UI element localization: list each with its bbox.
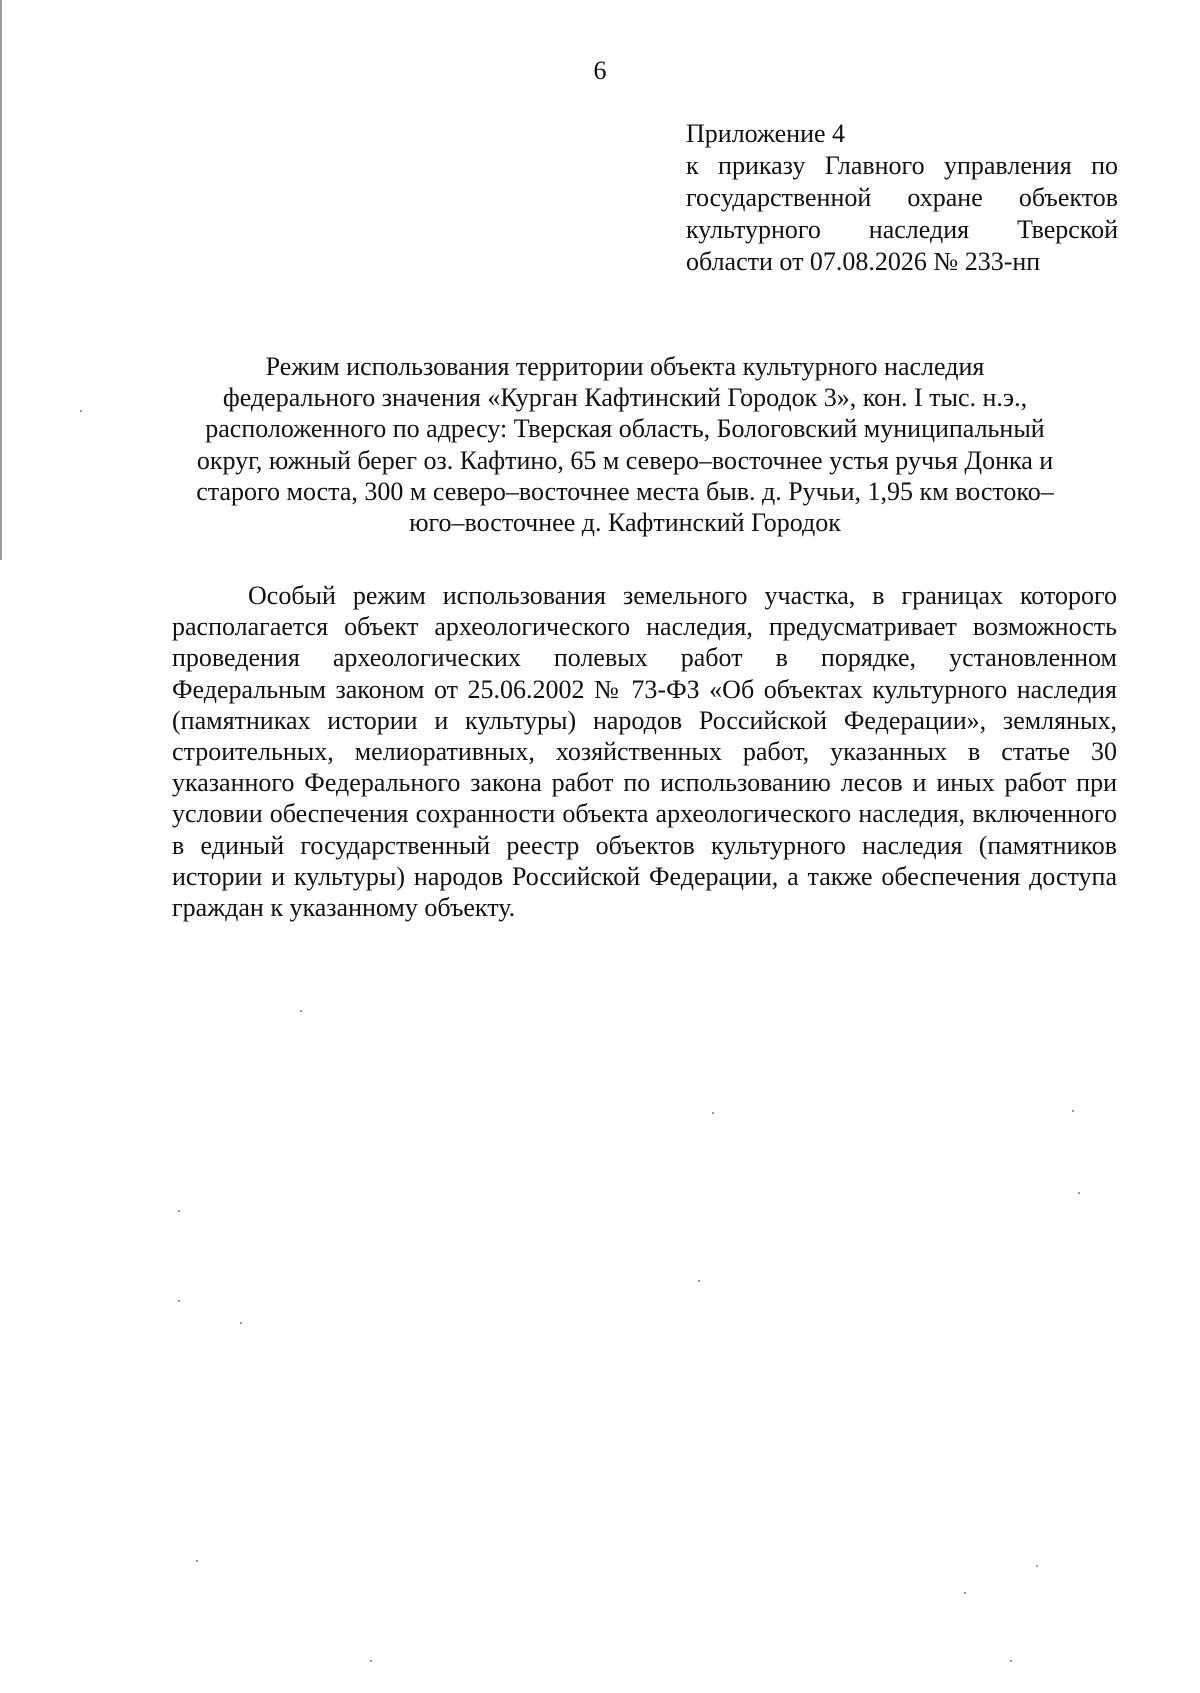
scan-speck	[1010, 1660, 1012, 1662]
document-title-line: юго–восточнее д. Кафтинский Городок	[409, 508, 841, 538]
document-title-line: Режим использования территории объекта культурного наследия	[265, 352, 985, 381]
document-title-line: федерального значения «Курган Кафтинский Городок 3», кон. I тыс. н.э.,	[222, 383, 1028, 413]
appendix-reference: к приказу Главного управления по государственной охране объектов культурного наследия Тверской области от 07.08.2026 № 233-нп	[686, 151, 1118, 276]
document-title	[150, 351, 1100, 538]
scan-speck	[240, 1322, 242, 1324]
scan-speck	[178, 1300, 180, 1302]
scan-speck	[196, 1560, 198, 1562]
appendix-title: Приложение 4	[686, 119, 846, 148]
document-title-line: округ, южный берег оз. Кафтино, 65 м северо–восточнее устья ручья Донка и	[196, 445, 1054, 475]
scan-speck	[712, 1112, 714, 1114]
scan-speck	[300, 1010, 302, 1012]
appendix-block	[686, 118, 1118, 278]
document-title-line: старого моста, 300 м северо–восточнее места быв. д. Ручьи, 1,95 км востоко–	[196, 476, 1054, 506]
scan-speck	[1072, 1110, 1074, 1112]
scan-speck	[1078, 1192, 1080, 1194]
document-title-line: расположенного по адресу: Тверская область, Бологовский муниципальный	[205, 414, 1045, 444]
page-number: 6	[593, 56, 607, 85]
scan-speck	[370, 1660, 372, 1662]
scan-speck	[698, 1280, 700, 1282]
scan-speck	[80, 410, 82, 412]
scan-speck	[178, 1210, 180, 1212]
scan-speck	[964, 1592, 966, 1594]
scan-speck	[1036, 1565, 1038, 1567]
body-paragraph: Особый режим использования земельного участка, в границах которого располагается объект археологического наследия, предусматривает возможность проведения археологических полевых работ в порядке, установленном Федеральным законом от 25.06.2002 № 73-ФЗ «Об объектах культурного наследия (памятниках истории и культуры) народов Российской Федерации», земляных, строительных, мелиоративных, хозяйственных работ, указанных в статье 30 указанного Федерального закона работ по использованию лесов и иных работ при условии обеспечения сохранности объекта археологического наследия, включенного в единый государственный реестр объектов культурного наследия (памятников истории и культуры) народов Российской Федерации, а также обеспечения доступа граждан к указанному объекту.	[172, 581, 1117, 923]
